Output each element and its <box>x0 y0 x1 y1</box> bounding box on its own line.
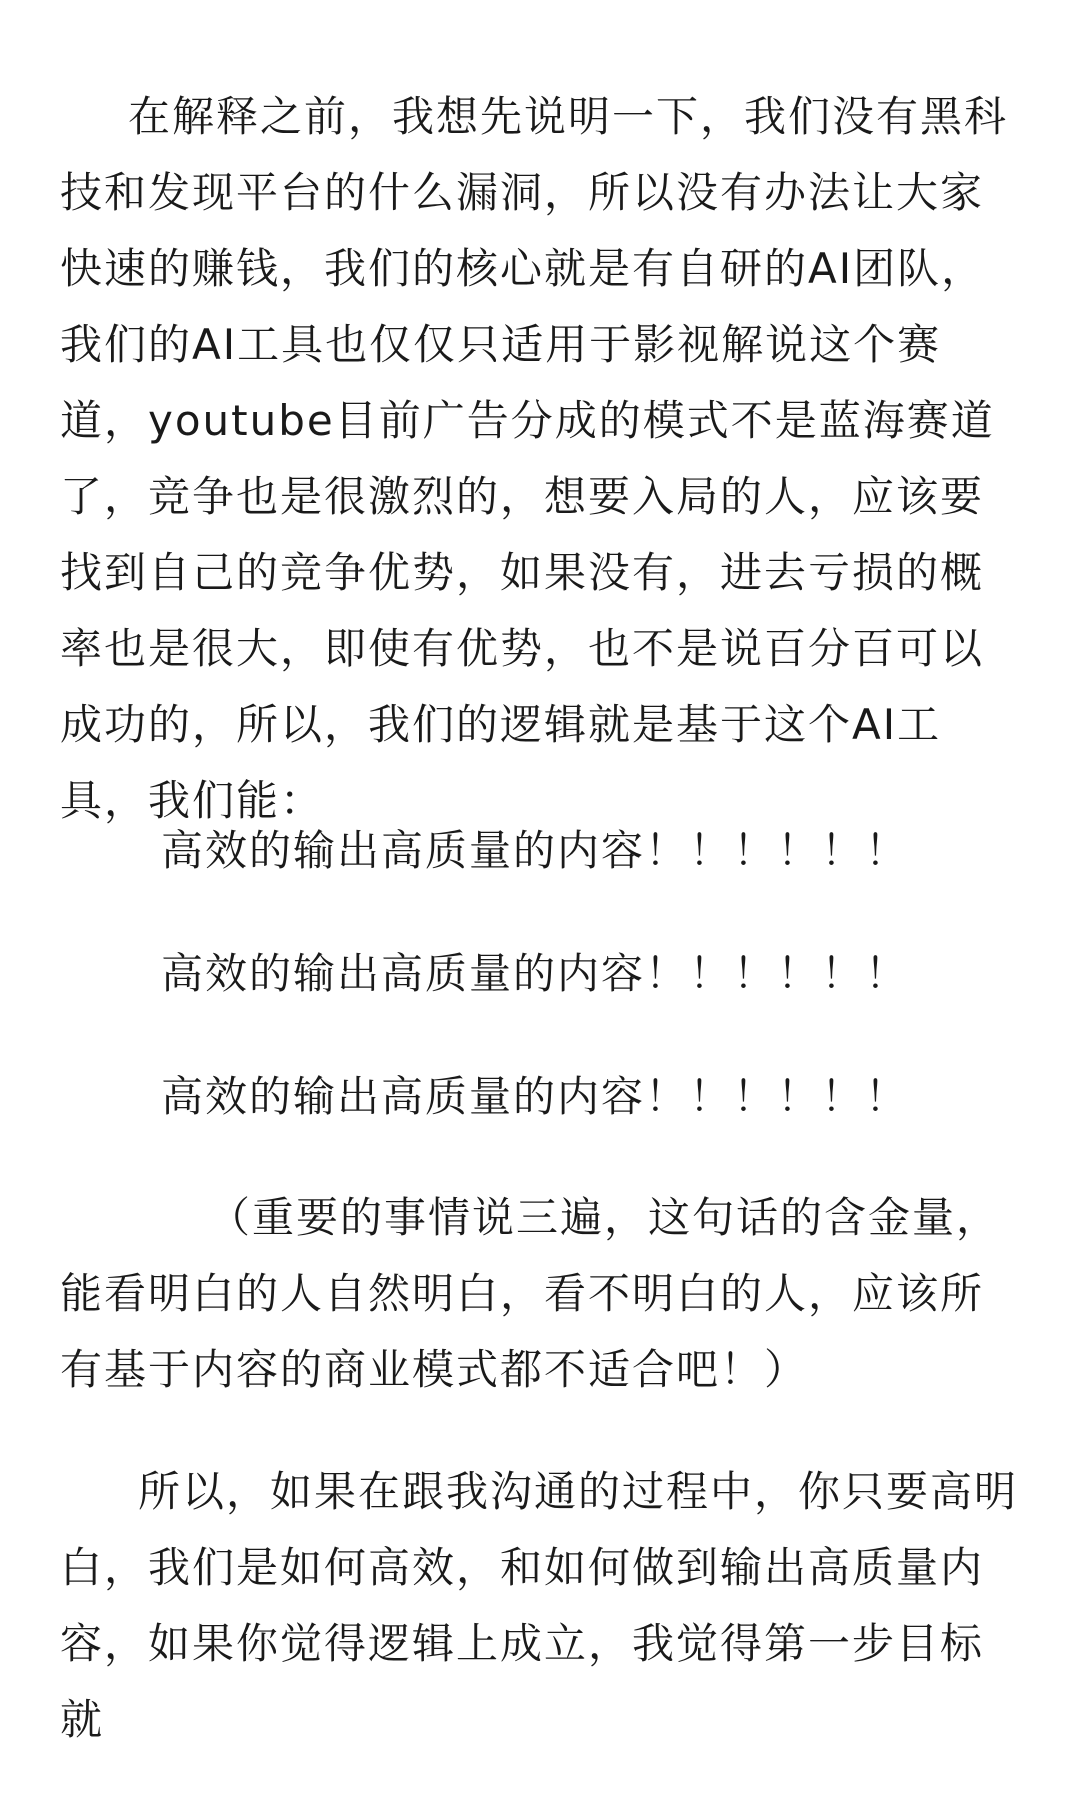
conclusion-paragraph: 所以，如果在跟我沟通的过程中，你只要高明白，我们是如何高效，和如何做到输出高质量内容，如果你觉得逻辑上成立，我觉得第一步目标就 <box>60 1467 1019 1744</box>
note-paragraph: （重要的事情说三遍，这句话的含金量，能看明白的人自然明白，看不明白的人，应该所有基于内容的商业模式都不适合吧！） <box>60 1193 1001 1394</box>
intro-paragraph: 在解释之前，我想先说明一下，我们没有黑科技和发现平台的什么漏洞，所以没有办法让大家快速的赚钱，我们的核心就是有自研的AI团队，我们的AI工具也仅仅只适用于影视解说这个赛道，youtube目前广告分成的模式不是蓝海赛道了，竞争也是很激烈的，想要入局的人，应该要找到自己的竞争优势，如果没有，进去亏损的概率也是很大，即使有优势，也不是说百分百可以成功的，所以，我们的逻辑就是基于这个AI工具，我们能： <box>60 92 1009 825</box>
emphasis-line: 高效的输出高质量的内容！！！！！！ <box>161 826 910 875</box>
emphasis-line: 高效的输出高质量的内容！！！！！！ <box>161 1072 910 1121</box>
emphasis-line: 高效的输出高质量的内容！！！！！！ <box>161 949 910 998</box>
